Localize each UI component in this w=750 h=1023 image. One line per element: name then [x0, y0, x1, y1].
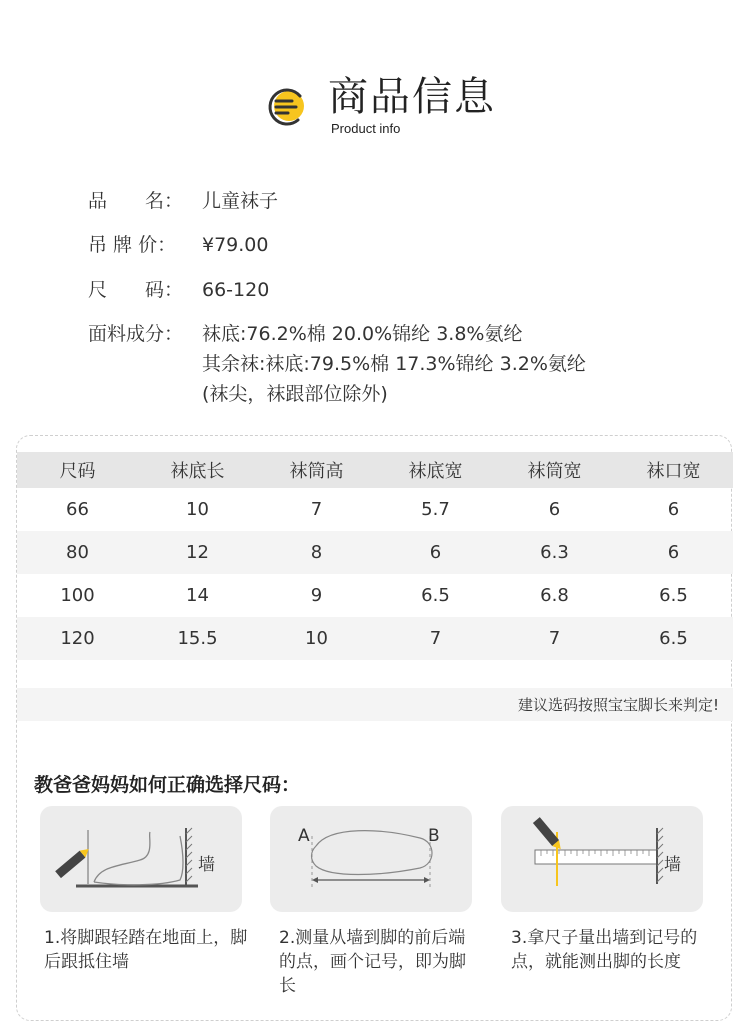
table-cell: 14 [186, 585, 209, 606]
table-row [17, 488, 733, 531]
step-1-illustration [40, 806, 242, 912]
table-cell: 15.5 [138, 617, 257, 660]
table-cell: 6.3 [495, 531, 614, 574]
footprint-measure-icon [270, 806, 472, 912]
table-cell: 6.5 [421, 585, 450, 606]
wall-label: 墙 [198, 855, 215, 875]
header-cell: 袜口宽 [614, 452, 733, 488]
table-cell: 80 [17, 531, 138, 574]
material-label: 面料成分： [88, 323, 184, 345]
table-cell: 66 [66, 499, 89, 520]
section-header [0, 70, 750, 140]
wall-label: 墙 [664, 855, 681, 875]
name-label: 品 名： [88, 190, 184, 212]
material-line-2: 其余袜:袜底:79.5%棉 17.3%锦纶 3.2%氨纶 [202, 353, 586, 375]
step-2-text: 2.测量从墙到脚的前后端的点，画个记号，即为脚长 [279, 928, 466, 996]
material-line-1: 袜底:76.2%棉 20.0%锦纶 3.8%氨纶 [202, 323, 523, 345]
header-cell: 袜筒高 [257, 452, 376, 488]
table-header-row [17, 452, 733, 488]
table-row [17, 617, 733, 660]
table-row [17, 574, 733, 617]
table-cell: 10 [186, 499, 209, 520]
table-cell: 9 [310, 585, 323, 606]
howto-title: 教爸爸妈妈如何正确选择尺码： [34, 774, 301, 796]
point-a-label: A [298, 826, 310, 846]
price-label: 吊 牌 价： [88, 234, 177, 256]
table-cell: 6 [376, 531, 495, 574]
table-cell: 6 [667, 499, 680, 520]
step-3-illustration [501, 806, 703, 912]
table-cell: 120 [17, 617, 138, 660]
page-subtitle: Product info [331, 121, 401, 136]
table-cell: 7 [310, 499, 323, 520]
table-cell: 7 [376, 617, 495, 660]
header-cell: 袜底宽 [376, 452, 495, 488]
table-cell: 7 [495, 617, 614, 660]
header-cell: 尺码 [17, 452, 138, 488]
price-value: ¥79.00 [202, 234, 269, 256]
table-cell: 6.5 [659, 585, 688, 606]
name-value: 儿童袜子 [202, 190, 279, 212]
point-b-label: B [428, 826, 440, 846]
size-advice-note: 建议选码按照宝宝脚长来判定! [517, 696, 719, 714]
step-1-text: 1.将脚跟轻踏在地面上，脚后跟抵住墙 [44, 928, 248, 972]
table-cell: 5.7 [421, 499, 450, 520]
size-value: 66-120 [202, 279, 270, 301]
table-cell: 6.8 [540, 585, 569, 606]
note-bar [17, 688, 733, 721]
size-table [17, 452, 733, 660]
table-cell: 6 [548, 499, 561, 520]
page-title: 商品信息 [328, 74, 496, 120]
table-cell: 12 [138, 531, 257, 574]
step-2-illustration [270, 806, 472, 912]
material-value [202, 319, 722, 409]
table-cell: 6 [614, 531, 733, 574]
size-label: 尺 码： [88, 279, 184, 301]
material-line-3: (袜尖，袜跟部位除外) [202, 383, 388, 405]
document-list-icon [262, 84, 312, 134]
table-cell: 100 [60, 585, 95, 606]
step-3-text: 3.拿尺子量出墙到记号的点，就能测出脚的长度 [511, 928, 698, 972]
table-cell: 8 [257, 531, 376, 574]
table-row [17, 531, 733, 574]
table-cell: 6.5 [614, 617, 733, 660]
header-cell: 袜筒宽 [495, 452, 614, 488]
header-cell: 袜底长 [138, 452, 257, 488]
table-cell: 10 [257, 617, 376, 660]
